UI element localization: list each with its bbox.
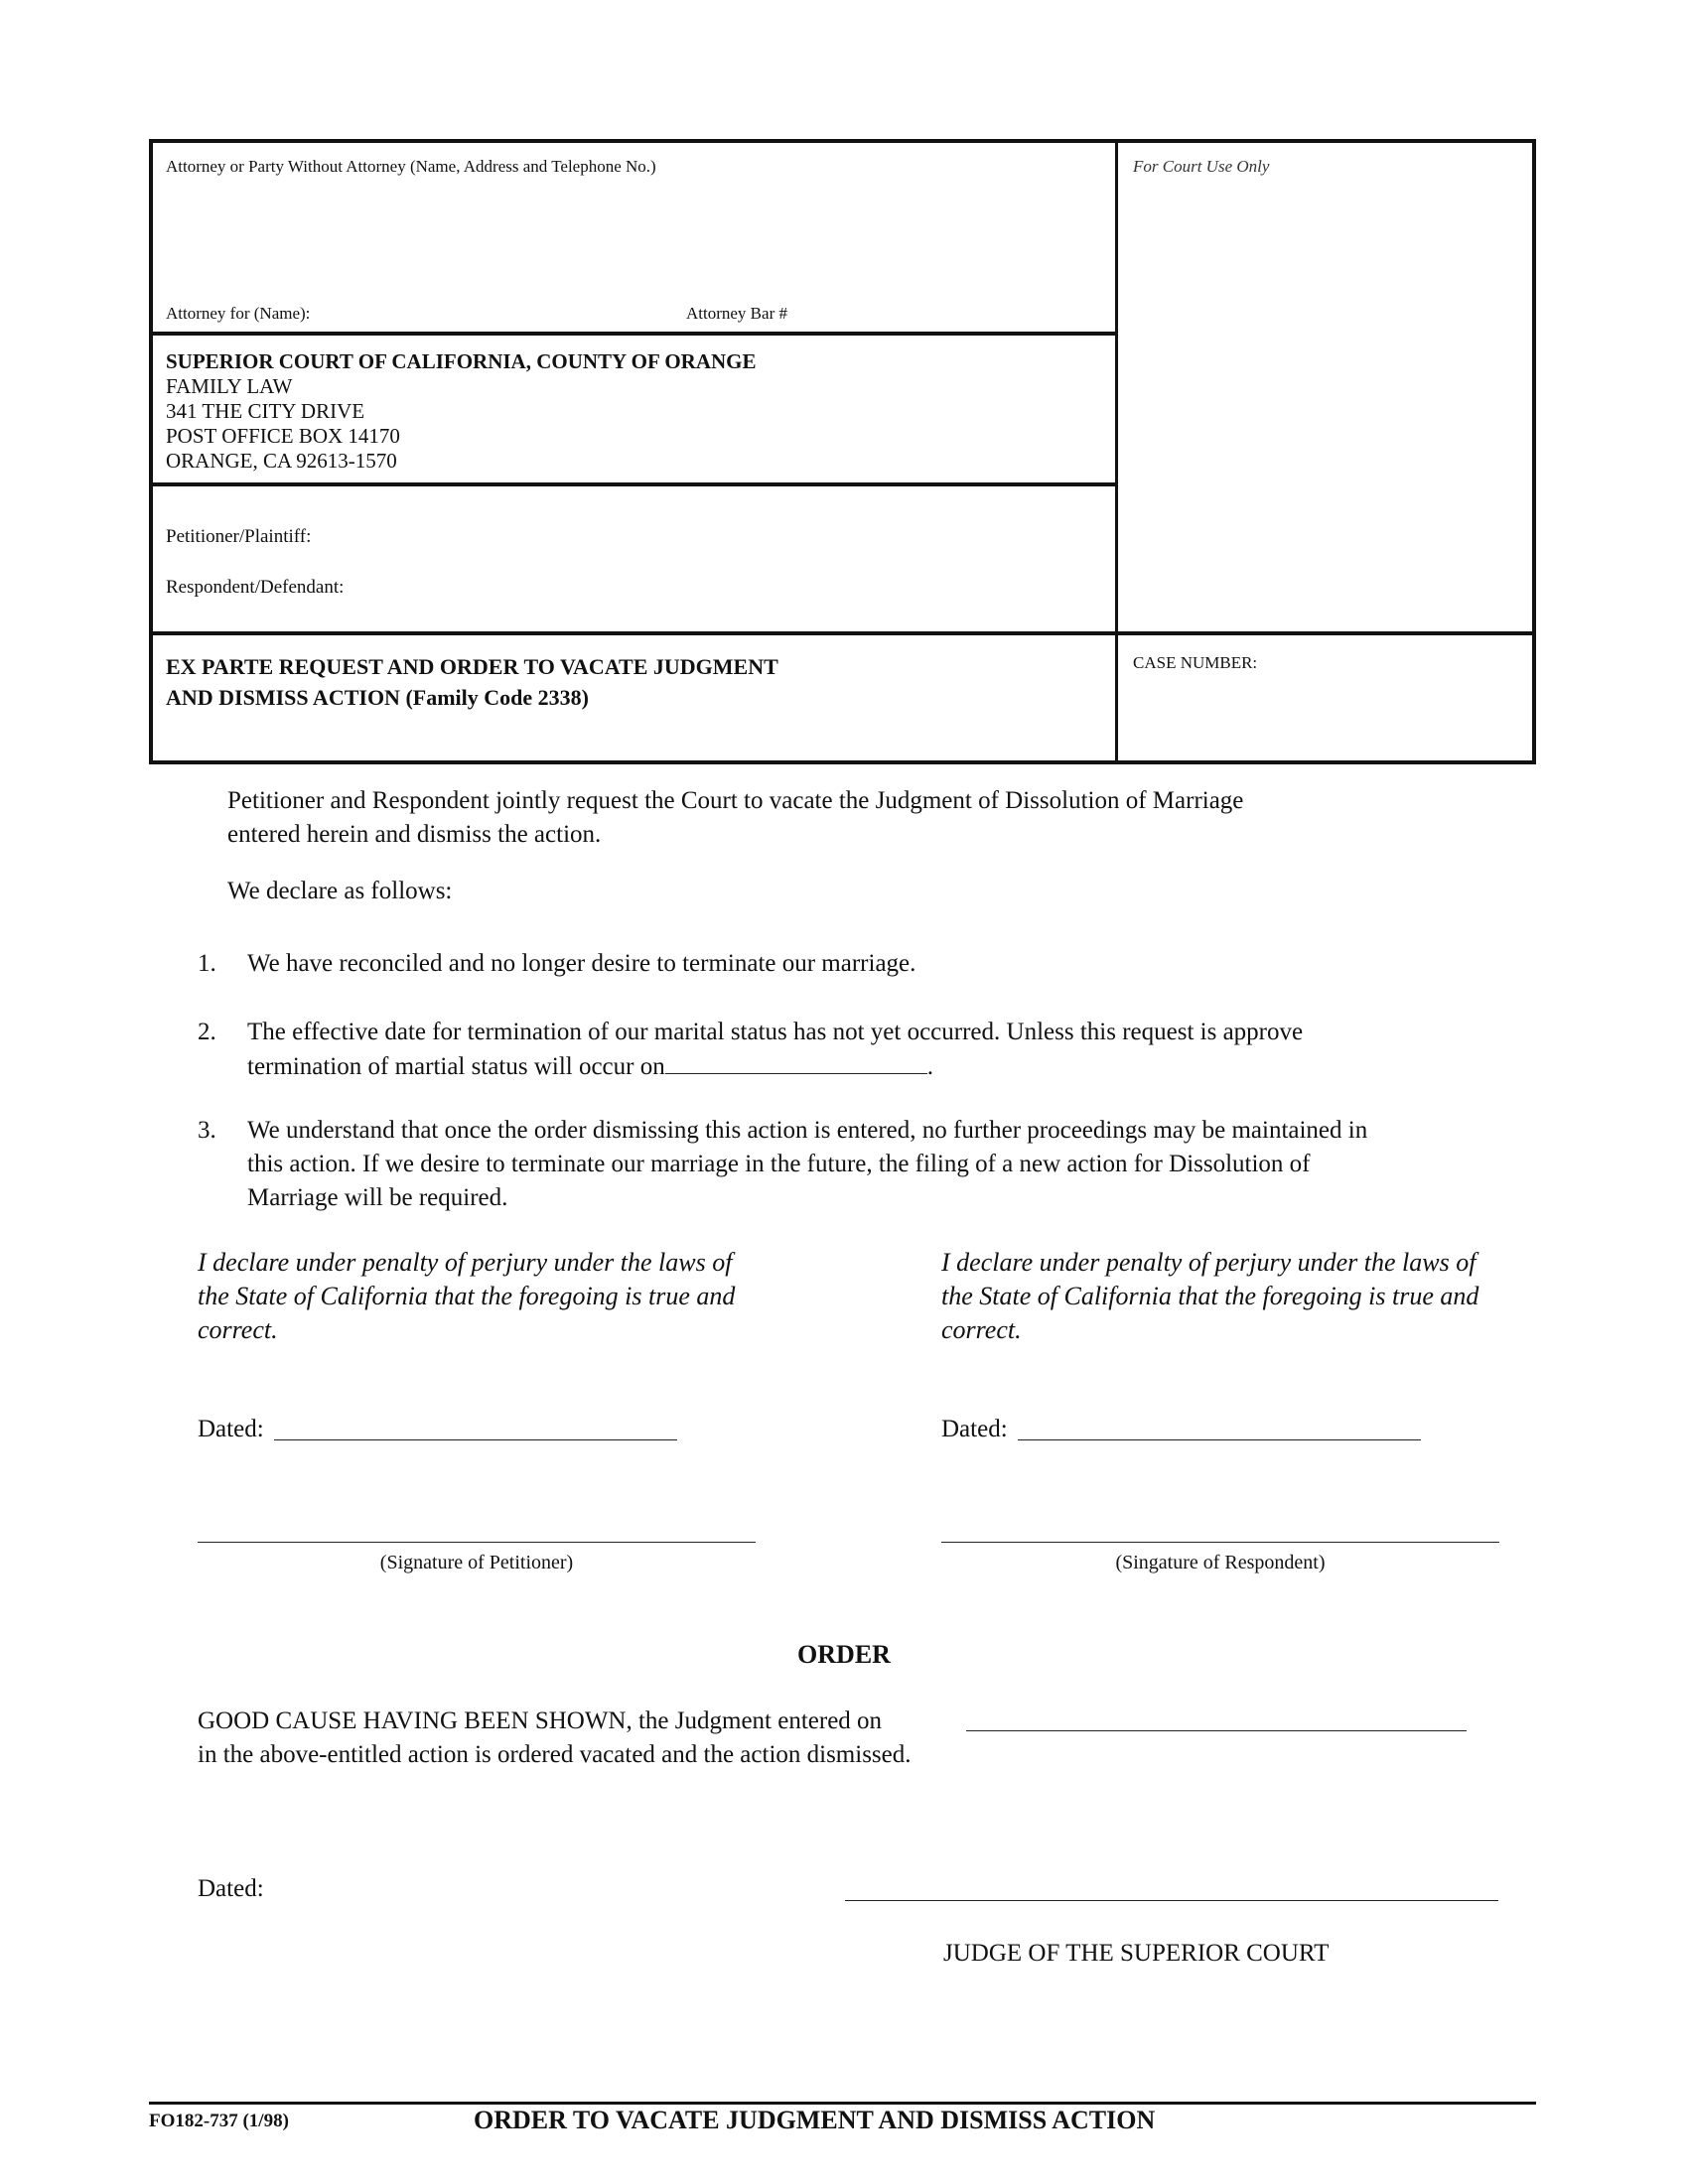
item-2-text [247, 1016, 1303, 1084]
intro-paragraph [227, 784, 1243, 852]
court-address-block [166, 349, 757, 474]
header-right-edge-rule [1533, 139, 1536, 633]
petitioner-label: Petitioner/Plaintiff: [166, 526, 312, 547]
form-title-line1: EX PARTE REQUEST AND ORDER TO VACATE JUDGMENT [166, 654, 778, 679]
court-city: ORANGE, CA 92613-1570 [166, 449, 397, 473]
declaration-line1: I declare under penalty of perjury under the laws of [198, 1248, 733, 1277]
form-number: FO182-737 (1/98) [149, 2111, 289, 2131]
respondent-dated-field[interactable] [1018, 1439, 1421, 1440]
intro-line1: Petitioner and Respondent jointly request the Court to vacate the Judgment of Dissolution of Marriage [227, 787, 1244, 814]
declaration-line3: correct. [198, 1315, 278, 1344]
attorney-bar-label: Attorney Bar # [686, 304, 787, 323]
declare-heading: We declare as follows: [227, 878, 453, 904]
respondent-dated-label: Dated: [941, 1416, 1008, 1442]
item-3-line1: We understand that once the order dismissing this action is entered, no further proceedings may be maintained in [247, 1117, 1368, 1144]
respondent-label: Respondent/Defendant: [166, 577, 345, 598]
court-division: FAMILY LAW [166, 374, 293, 398]
item-3-line2: this action. If we desire to terminate our marriage in the future, the filing of a new action for Dissolution of [247, 1151, 1311, 1177]
respondent-signature-caption: (Singature of Respondent) [1115, 1552, 1326, 1573]
footer-title: ORDER TO VACATE JUDGMENT AND DISMISS ACTION [474, 2106, 1156, 2134]
judgment-entered-date-field[interactable] [966, 1730, 1467, 1731]
declaration-line2: the State of California that the foregoing is true and [198, 1282, 736, 1310]
form-title-line2: AND DISMISS ACTION (Family Code 2338) [166, 685, 589, 710]
declaration-line3: correct. [941, 1315, 1022, 1344]
petitioner-dated-field[interactable] [274, 1439, 677, 1440]
court-name: SUPERIOR COURT OF CALIFORNIA, COUNTY OF ORANGE [166, 349, 757, 373]
declaration-line2: the State of California that the foregoing is true and [941, 1282, 1479, 1310]
respondent-declaration [941, 1246, 1478, 1347]
item-number: 1. [198, 950, 216, 977]
order-line1: GOOD CAUSE HAVING BEEN SHOWN, the Judgment entered on [198, 1707, 883, 1734]
item-number: 2. [198, 1019, 216, 1045]
order-heading: ORDER [797, 1640, 891, 1669]
header-rule-attorney [149, 332, 1117, 336]
item-2-line1: The effective date for termination of our marital status has not yet occurred. Unless this request is approve [247, 1019, 1304, 1045]
order-line2: in the above-entitled action is ordered vacated and the action dismissed. [198, 1741, 912, 1768]
footer-rule [149, 2102, 1536, 2105]
item-3-text [247, 1114, 1367, 1215]
header-divider-vertical [1115, 139, 1118, 764]
petitioner-declaration [198, 1246, 735, 1347]
court-use-label: For Court Use Only [1133, 157, 1270, 176]
header-rule-court [149, 482, 1117, 486]
judge-label: JUDGE OF THE SUPERIOR COURT [943, 1940, 1330, 1967]
petitioner-signature-line[interactable] [198, 1542, 756, 1543]
intro-line2: entered herein and dismiss the action. [227, 821, 602, 848]
case-number-label: CASE NUMBER: [1133, 653, 1258, 672]
court-po-box: POST OFFICE BOX 14170 [166, 424, 400, 448]
attorney-label: Attorney or Party Without Attorney (Name, Address and Telephone No.) [166, 157, 656, 176]
termination-date-field[interactable] [665, 1049, 927, 1074]
respondent-signature-line[interactable] [941, 1542, 1499, 1543]
header-rule-title [149, 631, 1536, 635]
item-2-line2-text: termination of martial status will occur on [247, 1053, 665, 1080]
item-1-text: We have reconciled and no longer desire to terminate our marriage. [247, 950, 916, 977]
item-number: 3. [198, 1117, 216, 1144]
judge-signature-line[interactable] [845, 1900, 1498, 1901]
order-dated-label: Dated: [198, 1875, 264, 1902]
item-3-line3: Marriage will be required. [247, 1184, 508, 1211]
declaration-line1: I declare under penalty of perjury under the laws of [941, 1248, 1477, 1277]
item-2-line2 [247, 1049, 1303, 1084]
item-2-period: . [926, 1053, 933, 1080]
attorney-for-label: Attorney for (Name): [166, 304, 311, 323]
petitioner-signature-caption: (Signature of Petitioner) [379, 1552, 574, 1573]
form-title [166, 651, 778, 713]
petitioner-dated-label: Dated: [198, 1416, 264, 1442]
court-street: 341 THE CITY DRIVE [166, 399, 365, 423]
